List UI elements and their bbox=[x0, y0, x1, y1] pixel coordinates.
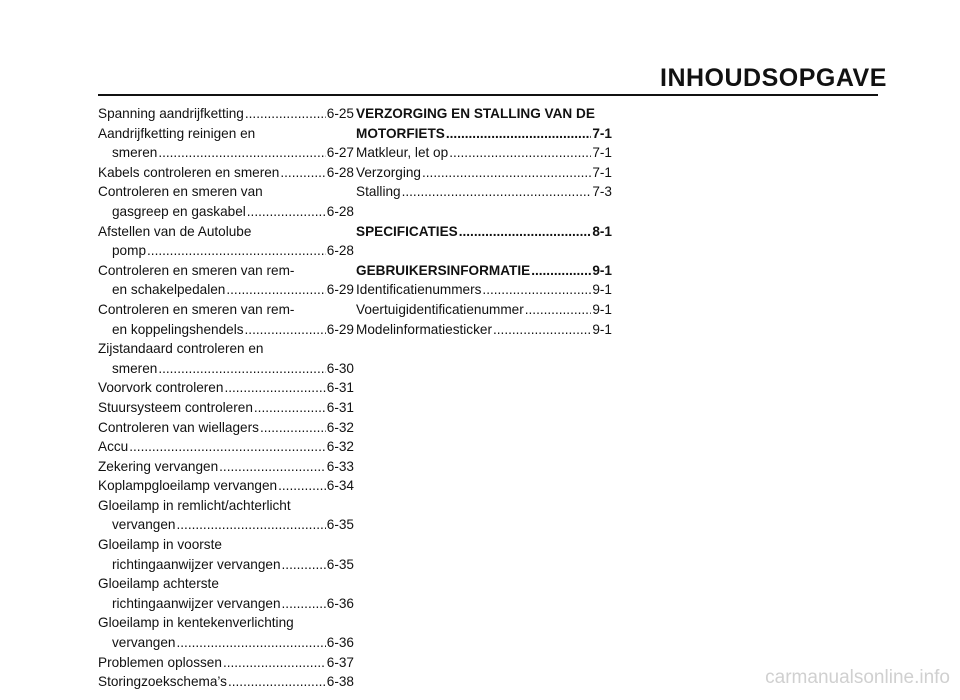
watermark: carmanualsonline.info bbox=[765, 667, 950, 688]
toc-entry-title: Kabels controleren en smeren bbox=[98, 164, 280, 180]
toc-line bbox=[98, 202, 354, 222]
toc-page-number: 6-28 bbox=[326, 243, 354, 259]
toc-entry[interactable] bbox=[98, 437, 354, 457]
toc-entry-title: Controleren en smeren van rem- bbox=[98, 262, 295, 278]
toc-entry[interactable] bbox=[356, 143, 612, 163]
toc-entry[interactable] bbox=[98, 418, 354, 438]
toc-entry[interactable] bbox=[98, 163, 354, 183]
toc-line bbox=[98, 104, 354, 124]
toc-page-number: 9-1 bbox=[592, 262, 612, 278]
toc-left-column bbox=[98, 104, 354, 692]
toc-dot-leader bbox=[224, 378, 325, 398]
toc-entry-title: Accu bbox=[98, 439, 129, 455]
toc-entry[interactable] bbox=[98, 378, 354, 398]
toc-line bbox=[98, 163, 354, 183]
toc-dot-leader bbox=[260, 418, 326, 438]
toc-entry[interactable] bbox=[98, 613, 354, 652]
toc-entry[interactable] bbox=[98, 124, 354, 163]
toc-dot-leader bbox=[245, 320, 326, 340]
toc-page-number: 6-27 bbox=[326, 145, 354, 161]
toc-entry[interactable] bbox=[98, 339, 354, 378]
toc-entry-title: Controleren en smeren van bbox=[98, 184, 263, 200]
toc-entry[interactable] bbox=[98, 574, 354, 613]
toc-dot-leader bbox=[247, 202, 326, 222]
toc-line bbox=[98, 280, 354, 300]
toc-dot-leader bbox=[531, 261, 591, 281]
toc-page-number: 6-32 bbox=[326, 419, 354, 435]
toc-entry[interactable] bbox=[98, 398, 354, 418]
toc-entry-title: Controleren van wiellagers bbox=[98, 419, 259, 435]
toc-dot-leader bbox=[254, 398, 326, 418]
toc-dot-leader bbox=[226, 280, 325, 300]
toc-page-number: 6-28 bbox=[326, 203, 354, 219]
toc-dot-leader bbox=[446, 124, 591, 144]
toc-entry-title: Zijstandaard controleren en bbox=[98, 341, 264, 357]
toc-dot-leader bbox=[282, 594, 326, 614]
toc-page-number: 6-33 bbox=[326, 458, 354, 474]
toc-entry[interactable] bbox=[356, 182, 612, 202]
toc-entry-title: Verzorging bbox=[356, 164, 421, 180]
toc-entry-title: smeren bbox=[112, 145, 158, 161]
toc-page-number: 9-1 bbox=[592, 321, 612, 337]
toc-section bbox=[356, 261, 612, 339]
toc-dot-leader bbox=[278, 476, 326, 496]
title-rule bbox=[98, 94, 878, 96]
toc-entry-title: Afstellen van de Autolube bbox=[98, 223, 252, 239]
toc-line bbox=[98, 320, 354, 340]
toc-page-number: 6-25 bbox=[326, 106, 354, 121]
toc-line bbox=[98, 476, 354, 496]
toc-entry-title: Gloeilamp in remlicht/achterlicht bbox=[98, 497, 291, 513]
toc-section-heading[interactable]: VERZORGING EN STALLING VAN DE bbox=[356, 106, 595, 121]
toc-entry[interactable] bbox=[98, 104, 354, 124]
toc-page-number: 6-30 bbox=[326, 360, 354, 376]
toc-dot-leader bbox=[129, 437, 326, 457]
toc-dot-leader bbox=[482, 280, 591, 300]
toc-entry-title: Aandrijfketting reinigen en bbox=[98, 125, 256, 141]
toc-entry-title: GEBRUIKERSINFORMATIE bbox=[356, 262, 531, 278]
toc-line bbox=[98, 398, 354, 418]
toc-entry[interactable] bbox=[98, 535, 354, 574]
toc-entry-title: Gloeilamp in voorste bbox=[98, 537, 222, 553]
toc-page-number: 7-3 bbox=[592, 184, 612, 200]
toc-entry[interactable] bbox=[356, 320, 612, 340]
toc-entry-title: smeren bbox=[112, 360, 158, 376]
toc-section bbox=[356, 104, 612, 202]
toc-dot-leader bbox=[449, 143, 591, 163]
toc-page-number: 6-35 bbox=[326, 556, 354, 572]
toc-page-number: 6-38 bbox=[326, 674, 354, 690]
toc-entry[interactable] bbox=[98, 496, 354, 535]
toc-dot-leader bbox=[282, 555, 326, 575]
toc-line bbox=[98, 241, 354, 261]
page-title: INHOUDSOPGAVE bbox=[660, 64, 887, 92]
toc-entry[interactable] bbox=[98, 476, 354, 496]
toc-line bbox=[98, 437, 354, 457]
toc-dot-leader bbox=[459, 222, 592, 242]
toc-entry-title: Storingzoekschema’s bbox=[98, 674, 227, 690]
toc-page-number: 7-1 bbox=[592, 125, 612, 141]
toc-section bbox=[356, 222, 612, 242]
toc-dot-leader bbox=[493, 320, 591, 340]
toc-entry-title: vervangen bbox=[112, 517, 176, 533]
toc-dot-leader bbox=[147, 241, 326, 261]
toc-line bbox=[98, 143, 354, 163]
toc-entry-title: Controleren en smeren van rem- bbox=[98, 301, 295, 317]
toc-line bbox=[98, 359, 354, 379]
toc-line bbox=[98, 653, 354, 673]
toc-page-number: 6-36 bbox=[326, 635, 354, 651]
toc-entry-title: en schakelpedalen bbox=[112, 282, 226, 298]
toc-line bbox=[98, 378, 354, 398]
toc-page-number: 9-1 bbox=[592, 282, 612, 298]
toc-page-number: 6-29 bbox=[326, 282, 354, 298]
toc-entry[interactable] bbox=[98, 300, 354, 339]
toc-entry-title: Gloeilamp in kentekenverlichting bbox=[98, 615, 294, 631]
toc-page-number: 9-1 bbox=[592, 301, 612, 317]
toc-entry-title: Voorvork controleren bbox=[98, 380, 224, 396]
toc-entry-title: pomp bbox=[112, 243, 147, 259]
toc-line bbox=[98, 633, 354, 653]
toc-entry[interactable] bbox=[356, 163, 612, 183]
toc-entry-title: vervangen bbox=[112, 635, 176, 651]
toc-entry-title: Koplampgloeilamp vervangen bbox=[98, 478, 278, 494]
toc-entry[interactable] bbox=[98, 261, 354, 300]
toc-line bbox=[98, 515, 354, 535]
toc-entry-title: Matkleur, let op bbox=[356, 145, 449, 161]
toc-entry[interactable] bbox=[98, 182, 354, 221]
toc-line bbox=[98, 457, 354, 477]
toc-entry-title: Zekering vervangen bbox=[98, 458, 219, 474]
toc-entry[interactable] bbox=[98, 672, 354, 692]
toc-entry[interactable] bbox=[356, 300, 612, 320]
toc-entry-title: richtingaanwijzer vervangen bbox=[112, 595, 281, 611]
toc-page-number: 6-36 bbox=[326, 595, 354, 611]
toc-entry-title: Identificatienummers bbox=[356, 282, 482, 298]
toc-dot-leader bbox=[280, 163, 325, 183]
toc-dot-leader bbox=[525, 300, 592, 320]
toc-dot-leader bbox=[228, 672, 326, 692]
toc-dot-leader bbox=[223, 653, 326, 673]
toc-page-number: 6-31 bbox=[326, 399, 354, 415]
toc-page-number: 8-1 bbox=[592, 223, 612, 239]
toc-dot-leader bbox=[219, 457, 326, 477]
toc-page-number: 6-34 bbox=[326, 478, 354, 494]
toc-section-heading[interactable] bbox=[356, 261, 612, 281]
toc-line bbox=[98, 594, 354, 614]
toc-line bbox=[98, 672, 354, 692]
toc-dot-leader bbox=[245, 104, 326, 124]
toc-page-number: 6-35 bbox=[326, 517, 354, 533]
toc-entry-title: Spanning aandrijfketting bbox=[98, 106, 244, 121]
toc-entry-title: en koppelingshendels bbox=[112, 321, 244, 337]
toc-entry-title: SPECIFICATIES bbox=[356, 223, 458, 239]
toc-dot-leader bbox=[422, 163, 591, 183]
toc-entry-title: Problemen oplossen bbox=[98, 654, 222, 670]
toc-right-column bbox=[356, 104, 612, 359]
toc-section-heading[interactable] bbox=[356, 124, 612, 144]
toc-entry-title: Modelinformatiesticker bbox=[356, 321, 492, 337]
toc-dot-leader bbox=[158, 359, 325, 379]
toc-entry-title: Gloeilamp achterste bbox=[98, 576, 219, 592]
toc-page-number: 6-28 bbox=[326, 164, 354, 180]
toc-entry[interactable] bbox=[98, 457, 354, 477]
toc-entry-title: Stalling bbox=[356, 184, 401, 200]
toc-entry-title: richtingaanwijzer vervangen bbox=[112, 556, 281, 572]
toc-entry[interactable] bbox=[98, 222, 354, 261]
toc-page-number: 6-32 bbox=[326, 439, 354, 455]
toc-line bbox=[98, 555, 354, 575]
toc-page-number: 7-1 bbox=[592, 145, 612, 161]
toc-entry-title: Voertuigidentificatienummer bbox=[356, 301, 524, 317]
toc-dot-leader bbox=[158, 143, 325, 163]
toc-entry[interactable] bbox=[356, 280, 612, 300]
toc-page-number: 6-37 bbox=[326, 654, 354, 670]
toc-page-number: 6-31 bbox=[326, 380, 354, 396]
toc-page-number: 7-1 bbox=[592, 164, 612, 180]
toc-section-heading[interactable] bbox=[356, 222, 612, 242]
toc-line bbox=[98, 418, 354, 438]
toc-entry[interactable] bbox=[98, 653, 354, 673]
toc-dot-leader bbox=[176, 633, 325, 653]
toc-entry-title: MOTORFIETS bbox=[356, 125, 445, 141]
toc-page-number: 6-29 bbox=[326, 321, 354, 337]
toc-entry-title: Stuursysteem controleren bbox=[98, 399, 253, 415]
toc-entry-title: gasgreep en gaskabel bbox=[112, 203, 246, 219]
toc-dot-leader bbox=[402, 182, 592, 202]
toc-dot-leader bbox=[176, 515, 325, 535]
